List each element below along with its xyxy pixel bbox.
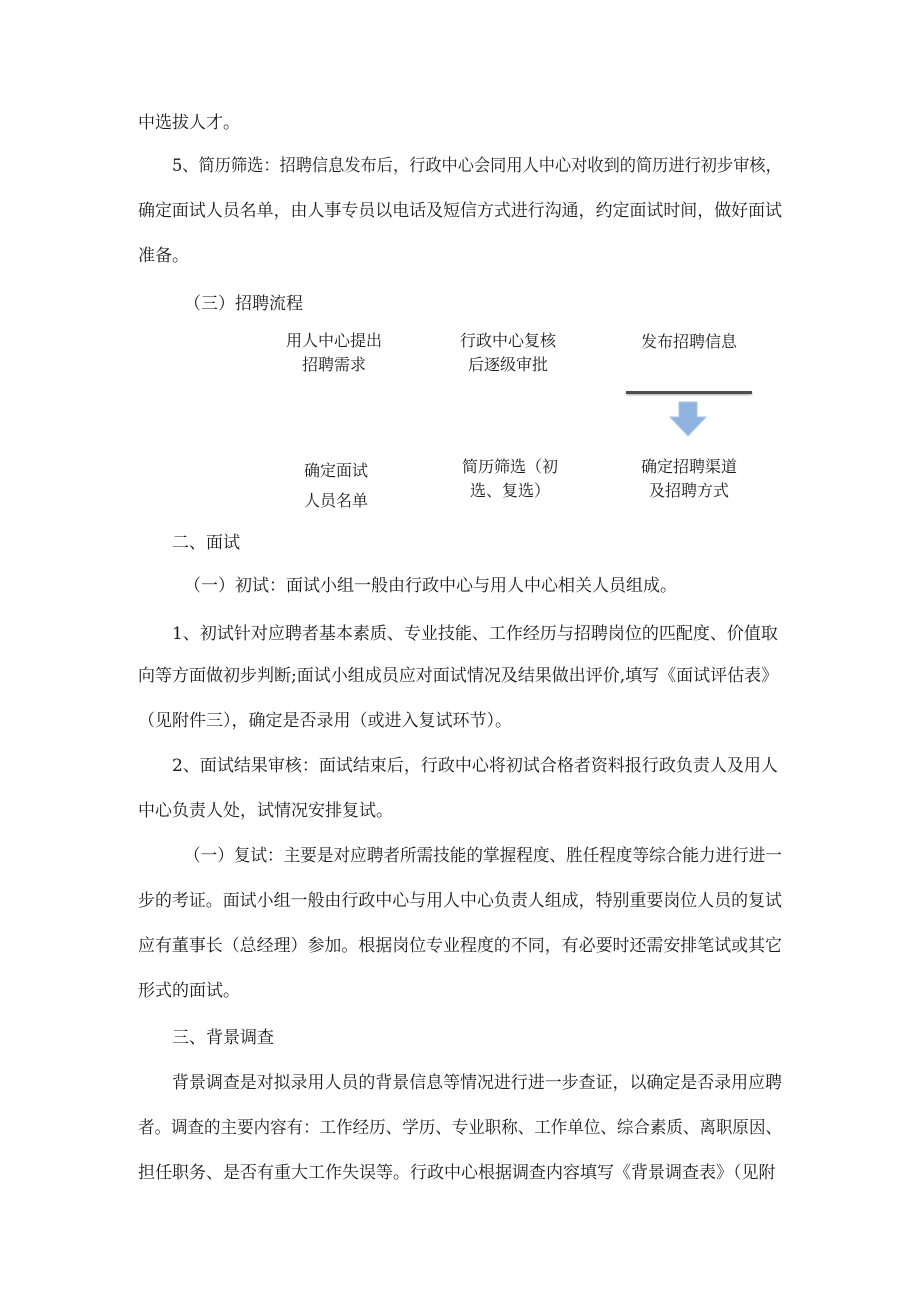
section-heading: （三）招聘流程 bbox=[184, 294, 303, 314]
text-line: 1、初试针对应聘者基本素质、专业技能、工作经历与招聘岗位的匹配度、价值取 bbox=[172, 624, 778, 644]
text-line: 中选拔人才。 bbox=[138, 113, 240, 133]
text-line: （见附件三），确定是否录用（或进入复试环节）。 bbox=[138, 711, 512, 731]
flow-step-3-line-1: 发布招聘信息 bbox=[640, 332, 737, 351]
flow-step-4 bbox=[630, 455, 748, 503]
section-heading: 三、背景调查 bbox=[172, 1028, 274, 1048]
section-heading: 二、面试 bbox=[172, 533, 240, 553]
flow-divider bbox=[626, 391, 752, 394]
flow-step-2-line-1: 行政中心复核 bbox=[459, 331, 556, 350]
flow-step-5-line-1: 简历筛选（初 bbox=[461, 457, 558, 476]
text-line: 应有董事长（总经理）参加。根据岗位专业程度的不同，有必要时还需安排笔试或其它 bbox=[138, 936, 782, 956]
text-line: 步的考证。面试小组一般由行政中心与用人中心负责人组成，特别重要岗位人员的复试 bbox=[138, 891, 782, 911]
flow-step-6-line-2: 人员名单 bbox=[303, 491, 368, 510]
text-line: 背景调查是对拟录用人员的背景信息等情况进行进一步查证，以确定是否录用应聘 bbox=[172, 1073, 782, 1093]
text-line: 中心负责人处，试情况安排复试。 bbox=[138, 801, 393, 821]
flow-step-3 bbox=[630, 330, 748, 354]
flow-step-2 bbox=[452, 329, 564, 377]
text-line: 形式的面试。 bbox=[138, 981, 240, 1001]
subsection-heading: （一）初试：面试小组一般由行政中心与用人中心相关人员组成。 bbox=[184, 576, 677, 596]
flow-step-4-line-1: 确定招聘渠道 bbox=[640, 457, 737, 476]
flow-step-4-line-2: 及招聘方式 bbox=[648, 481, 729, 500]
text-line: 向等方面做初步判断;面试小组成员应对面试情况及结果做出评价,填写《面试评估表》 bbox=[138, 666, 779, 686]
text-line: 准备。 bbox=[138, 246, 189, 266]
down-arrow-icon bbox=[668, 401, 708, 437]
flow-step-2-line-2: 后逐级审批 bbox=[467, 355, 548, 374]
text-line: 者。调查的主要内容有：工作经历、学历、专业职称、工作单位、综合素质、离职原因、 bbox=[138, 1118, 782, 1138]
flow-step-1-line-1: 用人中心提出 bbox=[285, 331, 382, 350]
down-arrow-shape bbox=[670, 402, 706, 436]
text-line: （一）复试：主要是对应聘者所需技能的掌握程度、胜任程度等综合能力进行进一 bbox=[184, 846, 782, 866]
flow-step-1 bbox=[278, 329, 390, 377]
flow-step-6 bbox=[288, 456, 384, 516]
text-line: 2、面试结果审核：面试结束后，行政中心将初试合格者资料报行政负责人及用人 bbox=[172, 756, 778, 776]
text-line: 5、简历筛选：招聘信息发布后，行政中心会同用人中心对收到的简历进行初步审核， bbox=[172, 156, 782, 176]
flow-step-5-line-2: 选、复选） bbox=[469, 481, 550, 500]
flow-step-6-line-1: 确定面试 bbox=[303, 461, 368, 480]
flow-step-5 bbox=[454, 455, 566, 503]
text-line: 确定面试人员名单，由人事专员以电话及短信方式进行沟通，约定面试时间，做好面试 bbox=[138, 201, 782, 221]
flow-step-1-line-2: 招聘需求 bbox=[301, 355, 366, 374]
text-line: 担任职务、是否有重大工作失误等。行政中心根据调查内容填写《背景调查表》（见附 bbox=[138, 1163, 776, 1183]
